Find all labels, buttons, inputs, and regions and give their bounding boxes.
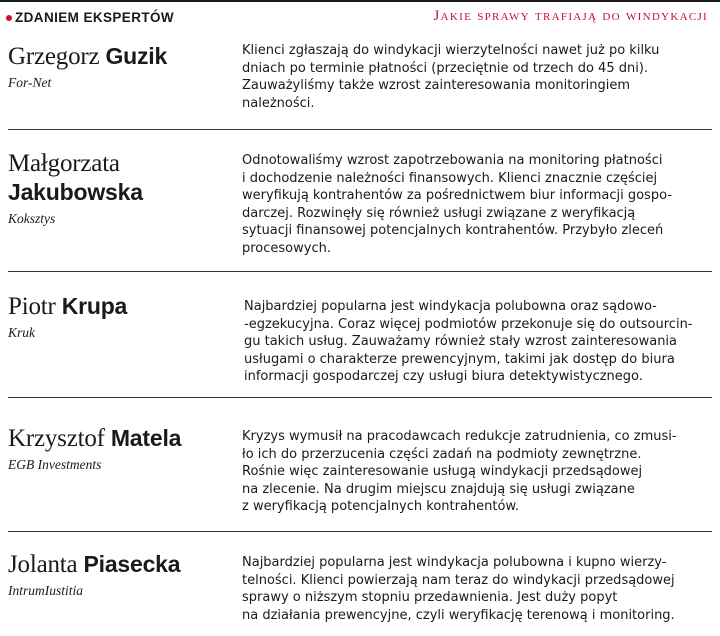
expert-block-jakubowska [0,150,720,272]
expert-first-name: Krzysztof [8,425,105,452]
expert-first-name: Jolanta [8,551,78,578]
section-label-wrap [6,10,174,25]
expert-name [8,292,238,321]
expert-quote: Najbardziej popularna jest windykacja polubowna i kupno wierzy- telności. Klienci powierzają nam teraz do windykacji przedsądowej sprawy o niższym stopniu przedawnienia. Jest duży popyt na działania prewencyjne, czyli weryfikację terenową i monitoring. [242,555,675,623]
expert-company: Kruk [8,325,35,340]
expert-surname: Piasecka [83,551,181,577]
expert-name [8,550,238,579]
expert-company: EGB Investments [8,457,102,472]
expert-company: IntrumIustitia [8,583,84,598]
expert-company: Koksztys [8,211,56,226]
expert-surname: Krupa [61,293,128,319]
expert-name [8,150,238,207]
expert-name [8,42,238,71]
expert-name [8,424,238,453]
bullet-icon [6,15,12,21]
expert-block-matela [0,424,720,532]
expert-block-krupa [0,292,720,398]
expert-block-guzik [0,42,720,130]
expert-identity [8,150,238,227]
section-label: ZDANIEM EKSPERTÓW [15,10,175,25]
divider [8,531,712,532]
expert-quote: Odnotowaliśmy wzrost zapotrzebowania na monitoring płatności i dochodzenie należności finansowych. Klienci znacznie częściej weryfikują kontrahentów za pośrednictwem biur informacji gospo- darczej. Rozwinęły się również usługi związane z weryfikacją sytuacji finansowej potencjalnych kontrahentów. Przybyło zleceń procesowych. [242,153,672,256]
expert-first-name: Grzegorz [8,43,100,70]
divider [8,129,712,130]
section-header [0,0,720,30]
divider [8,271,712,272]
expert-identity [8,42,238,91]
divider [8,397,712,398]
expert-block-piasecka [0,550,720,632]
expert-surname: Jakubowska [8,179,143,205]
expert-identity [8,424,238,473]
expert-first-name: Małgorzata [8,150,120,177]
expert-surname: Guzik [105,43,168,69]
expert-quote: Kryzys wymusił na pracodawcach redukcje zatrudnienia, co zmusi- ło ich do przerzucenia części zadań na podmioty zewnętrzne. Rośnie więc zainteresowanie usługą windykacji przedsądowej na zlecenie. Na drugim miejscu znajdują się usługi związane z weryfikacją potencjalnych kontrahentów. [242,429,677,515]
expert-identity [8,550,238,599]
expert-identity [8,292,238,341]
expert-first-name: Piotr [8,293,56,320]
expert-quote: Najbardziej popularna jest windykacja polubowna oraz sądowo- -egzekucyjna. Coraz więcej podmiotów przekonuje się do outsourcin- gu takich usług. Zauważamy również stały wzrost zainteresowania usługami o charakterze prewencyjnym, takimi jak dostęp do biura informacji gospodarczej czy usługi biura detektywistycznego. [244,299,693,385]
expert-surname: Matela [110,425,182,451]
expert-company: For-Net [8,75,52,90]
article-title: Jakie sprawy trafiają do windykacji [433,8,708,24]
expert-quote: Klienci zgłaszają do windykacji wierzytelności nawet już po kilku dniach po terminie płatności (przeciętnie od trzech do 45 dni). Zauważyliśmy także wzrost zainteresowania monitoringiem należności. [242,43,660,111]
